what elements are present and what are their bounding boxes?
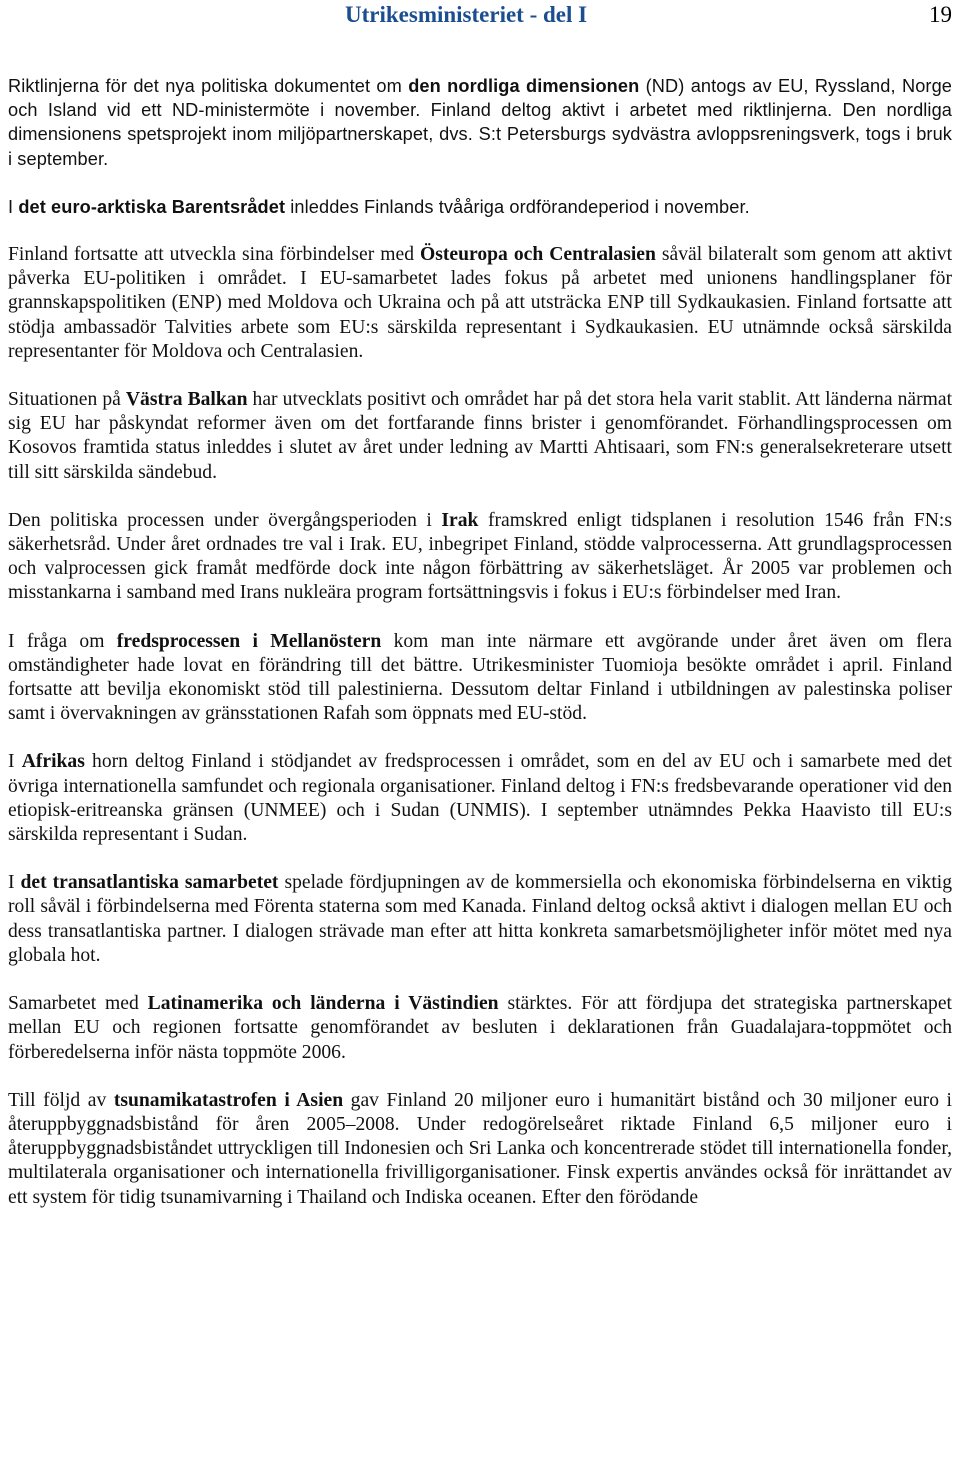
paragraph-text: Den politiska processen under övergångsperioden i bbox=[8, 509, 442, 531]
paragraph-keyword: Latinamerika och länderna i Västindien bbox=[147, 993, 499, 1015]
paragraph-text: såväl bilateralt som genom att aktivt påverka EU-politiken i området. I EU-samarbetet lades fokus på arbetet med unionens handlingsplaner för grannskapspolitiken (ENP) med Moldova och Ukraina och på att utsträcka ENP till Sydkaukasien. Finland fortsatte att stödja ambassadör Talvities arbete som EU:s särskilda representant i Sydkaukasien. EU utnämnde också särskilda representanter för Moldova och Centralasien. bbox=[8, 244, 953, 362]
paragraph-northern-dimension bbox=[8, 74, 952, 171]
paragraph-text: gav Finland 20 miljoner euro i humanitärt bistånd och 30 miljoner euro i återuppbyggnadsbistånd för åren 2005–2008. Under redogörelseåret riktade Finland 6,5 miljoner euro i återuppbyggnadsbiståndet uttryckligen till Indonesien och Sri Lanka och koncentrerade stödet till internationella fonder, multilaterala organisationer och internationella frivilligorganisationer. Finsk expertis användes också för inrättandet av ett system för tidig tsunamivarning i Thailand och Indiska oceanen. Efter den förödande bbox=[8, 1089, 953, 1208]
paragraph-barents bbox=[8, 195, 952, 219]
paragraph-text: I bbox=[8, 872, 21, 894]
paragraph-keyword: Irak bbox=[441, 509, 479, 531]
paragraph-eastern-europe bbox=[8, 243, 952, 364]
paragraph-keyword: den nordliga dimensionen bbox=[408, 76, 640, 96]
paragraph-text: Situationen på bbox=[8, 389, 126, 411]
paragraph-iraq bbox=[8, 509, 952, 606]
paragraph-text: Till följd av bbox=[8, 1089, 114, 1111]
paragraph-text: stärktes. För att fördjupa det strategiska partnerskapet mellan EU och regionen fortsatte genomförandet av besluten i deklarationen från Guadalajara-toppmötet och förberedelserna inför nästa toppmöte 2006. bbox=[8, 993, 952, 1063]
paragraph-transatlantic bbox=[8, 871, 952, 968]
paragraph-text: Riktlinjerna för det nya politiska dokumentet om bbox=[8, 76, 409, 96]
paragraph-text: horn deltog Finland i stödjandet av fredsprocessen i området, som en del av EU och i samarbete med det övriga internationella samfundet och regionala organisationer. Finland deltog i FN:s fredsbevarande operationer vid den etiopisk-eritreanska gränsen (UNMEE) och i Sudan (UNMIS). I september utnämndes Pekka Haavisto till EU:s särskilda representant i Sudan. bbox=[8, 751, 952, 846]
paragraph-text: inleddes Finlands tvååriga ordförandeperiod i november. bbox=[285, 196, 750, 217]
paragraph-text: Finland fortsatte att utveckla sina förbindelser med bbox=[8, 244, 421, 266]
paragraph-keyword: Östeuropa och Centralasien bbox=[420, 244, 656, 266]
paragraph-middle-east bbox=[8, 630, 952, 727]
paragraph-text: (ND) antogs av EU, Ryssland, Norge och Island vid ett ND-ministermöte i november. Finland deltog aktivt i arbetet med riktlinjerna. Den nordliga dimensionens spetsprojekt inom miljöpartnerskapet, dvs. S:t Petersburgs sydvästra avloppsreningsverk, togs i bruk i september. bbox=[8, 76, 952, 169]
page-number: 19 bbox=[929, 2, 952, 27]
paragraph-text: spelade fördjupningen av de kommersiella och ekonomiska förbindelserna en viktig roll såväl i förbindelserna med Förenta staterna som med Kanada. Finland deltog också aktivt i dialogen mellan EU och dess transatlantiska partner. I dialogen strävade man efter att hitta konkreta samarbetsmöjligheter inför mötet med nya globala hot. bbox=[8, 872, 953, 966]
paragraph-text: I fråga om bbox=[8, 630, 117, 652]
page-header bbox=[8, 2, 952, 32]
paragraph-text: framskred enligt tidsplanen i resolution 1546 från FN:s säkerhetsråd. Under året ordnades tre val i Irak. EU, inbegripet Finland, stödde valprocesserna. Att grundlagsprocessen och valprocessen gick framåt medförde dock inte någon förbättring av säkerhetsläget. År 2005 var problemen och misstankarna i samband med Irans nukleära program fortsättningsvis i fokus i EU:s förbindelser med Iran. bbox=[8, 509, 952, 604]
paragraph-keyword: fredsprocessen i Mellanöstern bbox=[116, 630, 382, 652]
paragraph-text: I bbox=[8, 196, 19, 217]
paragraph-keyword: tsunamikatastrofen i Asien bbox=[113, 1089, 344, 1111]
document-body bbox=[8, 74, 952, 1234]
paragraph-keyword: Västra Balkan bbox=[125, 389, 248, 411]
paragraph-text: kom man inte närmare ett avgörande under året även om flera omständigheter hade lovat en förändring till det bättre. Utrikesminister Tuomioja besökte området i april. Finland fortsatte att bevilja ekonomiskt stöd till palestinierna. Dessutom deltar Finland i utbildningen av palestinska poliser samt i övervakningen av gränsstationen Rafah som öppnats med EU-stöd. bbox=[8, 630, 952, 725]
paragraph-western-balkans bbox=[8, 388, 952, 485]
paragraph-text: I bbox=[8, 751, 22, 773]
paragraph-text: har utvecklats positivt och området har på det stora hela varit stablit. Att länderna närmat sig EU har påskyndat reformer även om det fortfarande finns brister i genomförandet. Förhandlingsprocessen om Kosovos framtida status inleddes i slutet av året under ledning av Martti Ahtisaari, som FN:s generalsekreterare utsett till sitt särskilda sändebud. bbox=[8, 389, 953, 483]
paragraph-latin-america bbox=[8, 992, 952, 1065]
paragraph-keyword: det euro-arktiska Barentsrådet bbox=[18, 196, 286, 217]
header-title: Utrikesministeriet - del I bbox=[345, 2, 588, 27]
paragraph-keyword: Afrikas bbox=[21, 751, 85, 773]
paragraph-keyword: det transatlantiska samarbetet bbox=[20, 872, 279, 894]
paragraph-text: Samarbetet med bbox=[8, 993, 148, 1015]
paragraph-tsunami bbox=[8, 1089, 952, 1210]
paragraph-horn-of-africa bbox=[8, 750, 952, 847]
